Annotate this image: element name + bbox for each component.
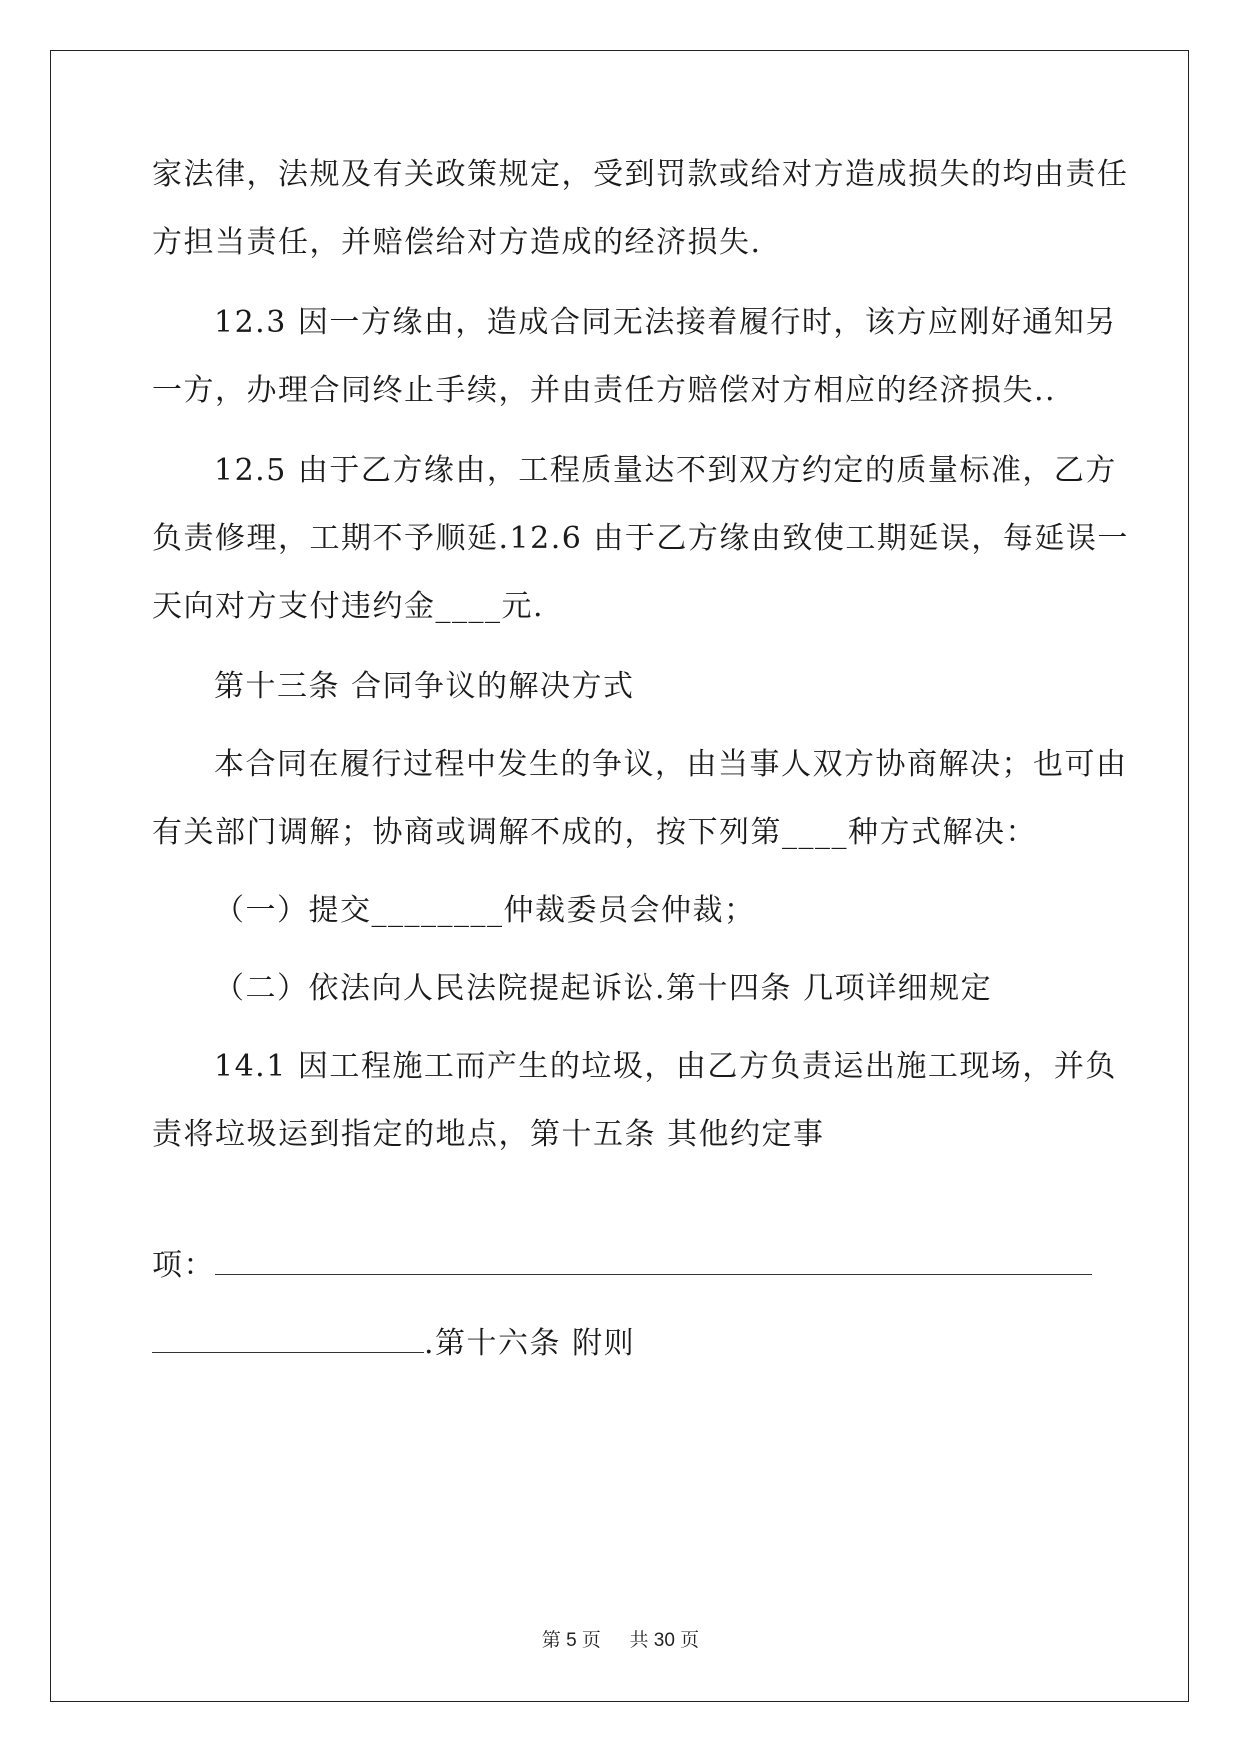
text-line: 12.3 因一方缘由，造成合同无法接着履行时，该方应刚好通知另: [214, 305, 1117, 340]
text-line: 12.5 由于乙方缘由，工程质量达不到双方约定的质量标准，乙方: [214, 453, 1117, 488]
text-line: 责将垃圾运到指定的地点，第十五条 其他约定事: [152, 1117, 825, 1152]
section-heading: .第十六条 附则: [424, 1326, 636, 1361]
fill-in-blank: [215, 1246, 1092, 1275]
text-line: （一）提交________仲裁委员会仲裁；: [214, 893, 756, 928]
page-total: 共 30 页: [629, 1630, 700, 1651]
page-border: [50, 50, 1189, 1702]
fill-in-line: [152, 1324, 635, 1364]
fill-in-line: [152, 1246, 1092, 1286]
text-line: 家法律，法规及有关政策规定，受到罚款或给对方造成损失的均由责任: [152, 157, 1129, 192]
text-line: （二）依法向人民法院提起诉讼.第十四条 几项详细规定: [214, 971, 993, 1006]
text-line: 天向对方支付违约金____元.: [152, 589, 545, 624]
text-line: 本合同在履行过程中发生的争议，由当事人双方协商解决；也可由: [214, 747, 1128, 782]
fill-in-blank: [152, 1324, 424, 1353]
fill-in-label: 项：: [152, 1248, 215, 1283]
text-line: 方担当责任，并赔偿给对方造成的经济损失.: [152, 225, 762, 260]
text-line: 负责修理，工期不予顺延.12.6 由于乙方缘由致使工期延误，每延误一: [152, 521, 1129, 556]
text-line: 有关部门调解；协商或调解不成的，按下列第____种方式解决：: [152, 815, 1037, 850]
text-line: 一方，办理合同终止手续，并由责任方赔偿对方相应的经济损失..: [152, 373, 1057, 408]
text-line: 14.1 因工程施工而产生的垃圾，由乙方负责运出施工现场，并负: [214, 1049, 1117, 1084]
page-footer: [0, 1625, 1241, 1652]
page-number: 第 5 页: [541, 1630, 601, 1651]
section-heading: 第十三条 合同争议的解决方式: [214, 669, 635, 704]
